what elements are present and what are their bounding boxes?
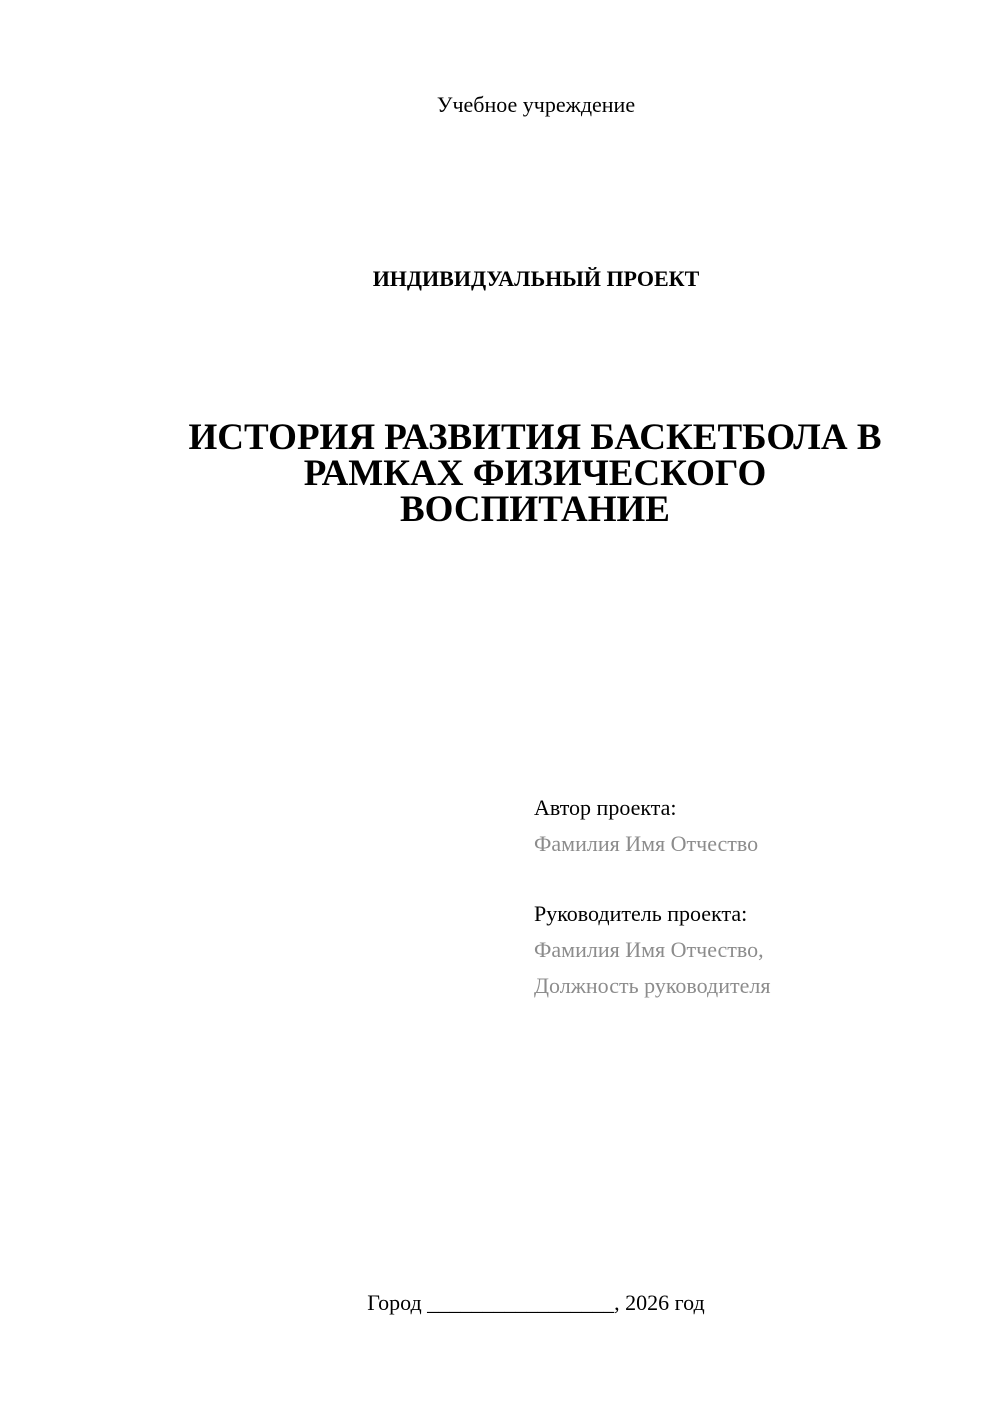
institution-name: Учебное учреждение	[436, 92, 636, 117]
project-title-line-1: ИСТОРИЯ РАЗВИТИЯ БАСКЕТБОЛА В	[188, 417, 882, 458]
supervisor-position-placeholder: Должность руководителя	[534, 973, 771, 998]
project-title	[150, 417, 920, 530]
project-title-line-3: ВОСПИТАНИЕ	[400, 489, 670, 530]
footer-year: , 2026 год	[614, 1290, 705, 1315]
supervisor-name-placeholder: Фамилия Имя Отчество,	[534, 937, 764, 962]
footer-city-year	[0, 1290, 1000, 1316]
footer-city-blank: _________________	[427, 1290, 615, 1315]
author-name-placeholder: Фамилия Имя Отчество	[534, 831, 759, 856]
author-label: Автор проекта:	[534, 795, 677, 820]
footer-city-label: Город	[367, 1290, 422, 1315]
project-title-line-2: РАМКАХ ФИЗИЧЕСКОГО	[303, 453, 767, 494]
credits-block	[534, 790, 770, 1004]
document-type-heading: ИНДИВИДУАЛЬНЫЙ ПРОЕКТ	[372, 266, 700, 291]
credits-spacer	[534, 862, 770, 896]
supervisor-label: Руководитель проекта:	[534, 901, 748, 926]
